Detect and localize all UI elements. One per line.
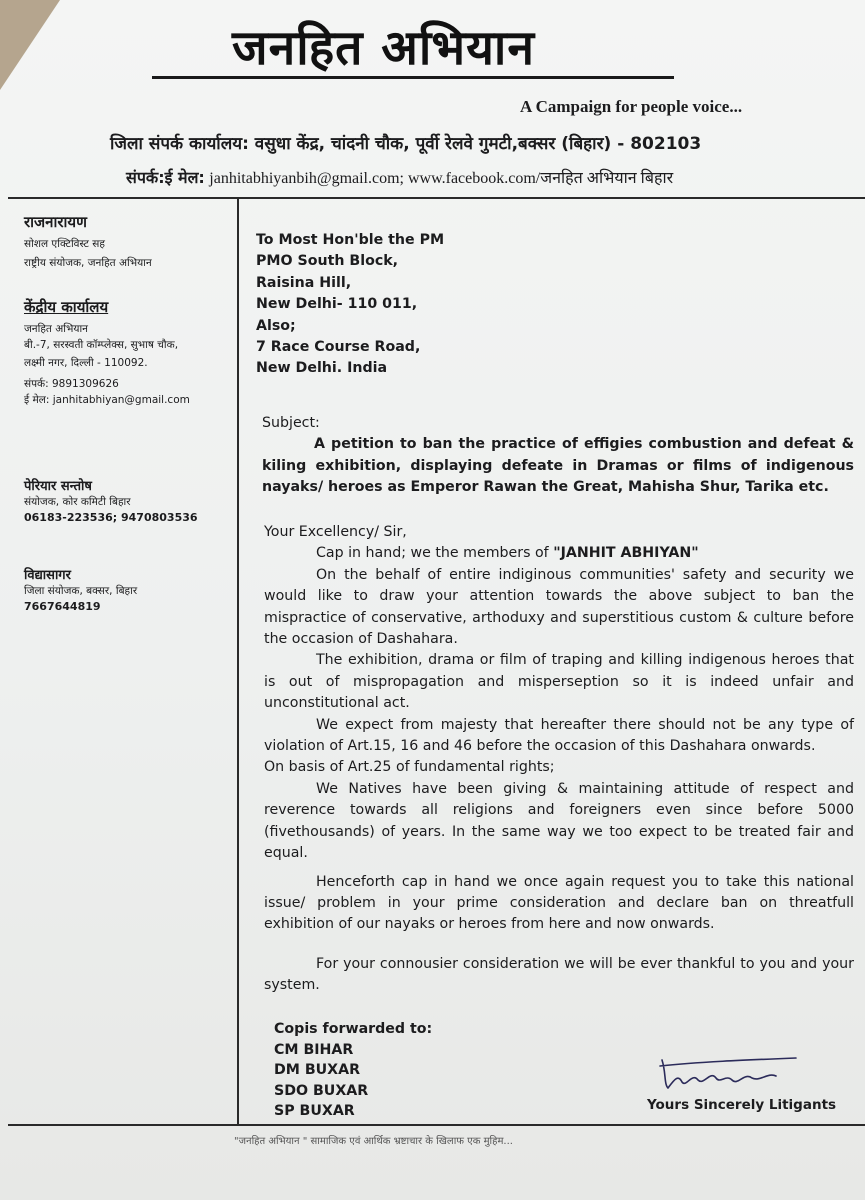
- recipient-address: [256, 230, 856, 380]
- paragraph-6: For your connousier consideration we will be ever thankful to you and your system.: [264, 955, 854, 994]
- footer-slogan: "जनहित अभियान " सामाजिक एवं आर्थिक भ्रष्टाचार के खिलाफ एक मुहिम...: [234, 1136, 513, 1147]
- cc-item: SDO BUXAR: [274, 1082, 369, 1099]
- sidebar-person3: [24, 565, 234, 615]
- person3-phone: 7667644819: [24, 600, 101, 613]
- letterhead-title: जनहित अभियान: [232, 20, 536, 76]
- letter-body: [264, 522, 854, 997]
- office-email: ई मेल: janhitabhiyan@gmail.com: [24, 394, 190, 406]
- subject-block: [262, 413, 854, 499]
- footer-divider: [8, 1124, 865, 1126]
- person2-phone: 06183-223536; 9470803536: [24, 511, 198, 524]
- letterhead-address: जिला संपर्क कार्यालय: वसुधा केंद्र, चांदनी चौक, पूर्वी रेलवे गुमटी,बक्सर (बिहार) - 802103: [110, 134, 702, 154]
- contact-value: janhitabhiyanbih@gmail.com; www.facebook.com/जनहित अभियान बिहार: [209, 170, 674, 187]
- cc-label: Copis forwarded to:: [274, 1021, 433, 1037]
- recipient-line: New Delhi. India: [256, 360, 388, 377]
- paragraph-3b: On basis of Art.25 of fundamental rights;: [264, 759, 555, 776]
- sidebar-office: [24, 297, 234, 408]
- intro-org: "JANHIT ABHIYAN": [553, 545, 699, 562]
- paragraph-2: The exhibition, drama or film of traping and killing indigenous heroes that is out of mispropagation and misperseption so it is indeed unfair and unconstitutional act.: [264, 652, 854, 712]
- cc-item: CM BIHAR: [274, 1041, 354, 1058]
- recipient-line: 7 Race Course Road,: [256, 339, 421, 356]
- subject-label: Subject:: [262, 415, 320, 431]
- office-phone: संपर्क: 9891309626: [24, 378, 119, 390]
- desk-corner: [0, 0, 60, 90]
- closing: Yours Sincerely Litigants: [647, 1097, 837, 1113]
- intro-line: [264, 543, 854, 564]
- salutation: Your Excellency/ Sir,: [264, 524, 407, 540]
- office-address-line2: लक्ष्मी नगर, दिल्ली - 110092.: [24, 357, 148, 369]
- person1-role2: राष्ट्रीय संयोजक, जनहित अभियान: [24, 257, 152, 269]
- sidebar-person2: [24, 476, 234, 526]
- paragraph-4: We Natives have been giving & maintaining attitude of respect and reverence towards all religions and foreigners even since before 5000 (fivethousands) of years. In the same way we too expect to be treated fair and equal.: [264, 780, 854, 862]
- letterhead-contact: [126, 166, 846, 188]
- recipient-line: New Delhi- 110 011,: [256, 296, 418, 313]
- person1-name: राजनारायण: [24, 213, 87, 231]
- paragraph-3: We expect from majesty that hereafter there should not be any type of violation of Art.15, 16 and 46 before the occasion of this Dashahara onwards.: [264, 716, 854, 755]
- paragraph-1: On the behalf of entire indiginous communities' safety and security we would like to draw your attention towards the above subject to ban the mispractice of conservative, arthoduxy and superstitious custom & culture before the occasion of Dashahara.: [264, 566, 854, 648]
- recipient-line: Raisina Hill,: [256, 274, 352, 291]
- recipient-line: PMO South Block,: [256, 253, 399, 270]
- handwritten-signature: [656, 1052, 806, 1096]
- person2-role: संयोजक, कोर कमिटी बिहार: [24, 496, 131, 508]
- person2-name: पेरियार सन्तोष: [24, 479, 92, 494]
- title-underline: [152, 76, 674, 79]
- office-heading: केंद्रीय कार्यालय: [24, 298, 109, 316]
- recipient-line: Also;: [256, 317, 296, 334]
- header-divider: [8, 197, 865, 199]
- intro-prefix: Cap in hand; we the members of: [316, 545, 554, 562]
- cc-item: SP BUXAR: [274, 1103, 355, 1119]
- subject-text: A petition to ban the practice of effigies combustion and defeat & kiling exhibition, displaying defeate in Dramas or films of indigenous nayaks/ heroes as Emperor Rawan the Great, Mahisha Shur, Tarika etc.: [262, 436, 854, 496]
- cc-item: DM BUXAR: [274, 1062, 361, 1078]
- sidebar-person1: [24, 212, 234, 271]
- office-address-line1: बी.-7, सरस्वती कॉम्प्लेक्स, सुभाष चौक,: [24, 339, 179, 351]
- letterhead-tagline: A Campaign for people voice...: [520, 97, 743, 116]
- sidebar-divider: [237, 198, 239, 1126]
- person1-role1: सोशल एक्टिविस्ट सह: [24, 238, 105, 250]
- recipient-line: To Most Hon'ble the PM: [256, 232, 445, 248]
- office-org: जनहित अभियान: [24, 323, 88, 335]
- person3-name: विद्यासागर: [24, 568, 71, 583]
- paragraph-5: Henceforth cap in hand we once again request you to take this national issue/ problem in your prime consideration and declare ban on threatfull exhibition of our nayaks or heroes from here and now onwards.: [264, 873, 854, 933]
- person3-role: जिला संयोजक, बक्सर, बिहार: [24, 585, 138, 597]
- contact-label: संपर्क:ई मेल:: [126, 168, 205, 187]
